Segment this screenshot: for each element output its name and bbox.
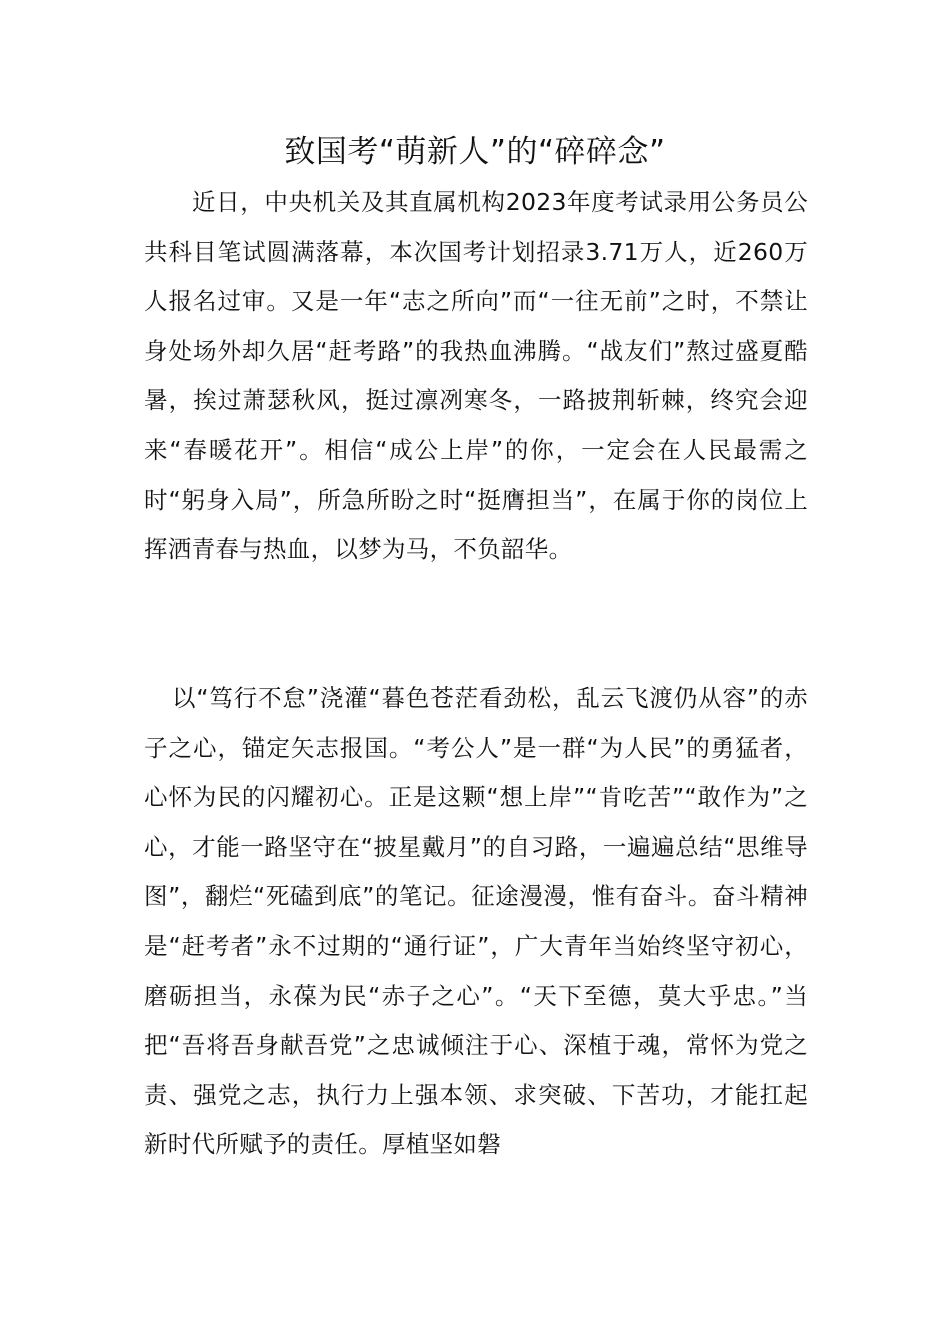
document-title: 致国考“萌新人”的“碎碎念” [284, 134, 666, 170]
paragraph-2: 以“笃行不怠”浇灌“暮色苍茫看劲松，乱云飞渡仍从容”的赤子之心，锚定矢志报国。“考公人”是一群“为人民”的勇猛者，心怀为民的闪耀初心。正是这颗“想上岸”“肯吃苦”“敢作为”之心，才能一路坚守在“披星戴月”的自习路，一遍遍总结“思维导图”，翻烂“死磕到底”的笔记。征途漫漫，惟有奋斗。奋斗精神是“赶考者”永不过期的“通行证”，广大青年当始终坚守初心，磨砺担当，永葆为民“赤子之心”。“天下至德，莫大乎忠。”当把“吾将吾身献吾党”之忠诚倾注于心、深植于魂，常怀为党之责、强党之志，执行力上强本领、求突破、下苦功，才能扛起新时代所赋予的责任。厚植坚如磐 [144, 684, 808, 1159]
paragraph-1: 近日，中央机关及其直属机构2023年度考试录用公务员公共科目笔试圆满落幕，本次国考计划招录3.71万人，近260万人报名过审。又是一年“志之所向”而“一往无前”之时，不禁让身处场外却久居“赶考路”的我热血沸腾。“战友们”熬过盛夏酷暑，挨过萧瑟秋风，挺过凛冽寒冬，一路披荆斩棘，终究会迎来“春暖花开”。相信“成公上岸”的你，一定会在人民最需之时“躬身入局”，所急所盼之时“挺膺担当”，在属于你的岗位上挥洒青春与热血，以梦为马，不负韶华。 [144, 188, 808, 564]
